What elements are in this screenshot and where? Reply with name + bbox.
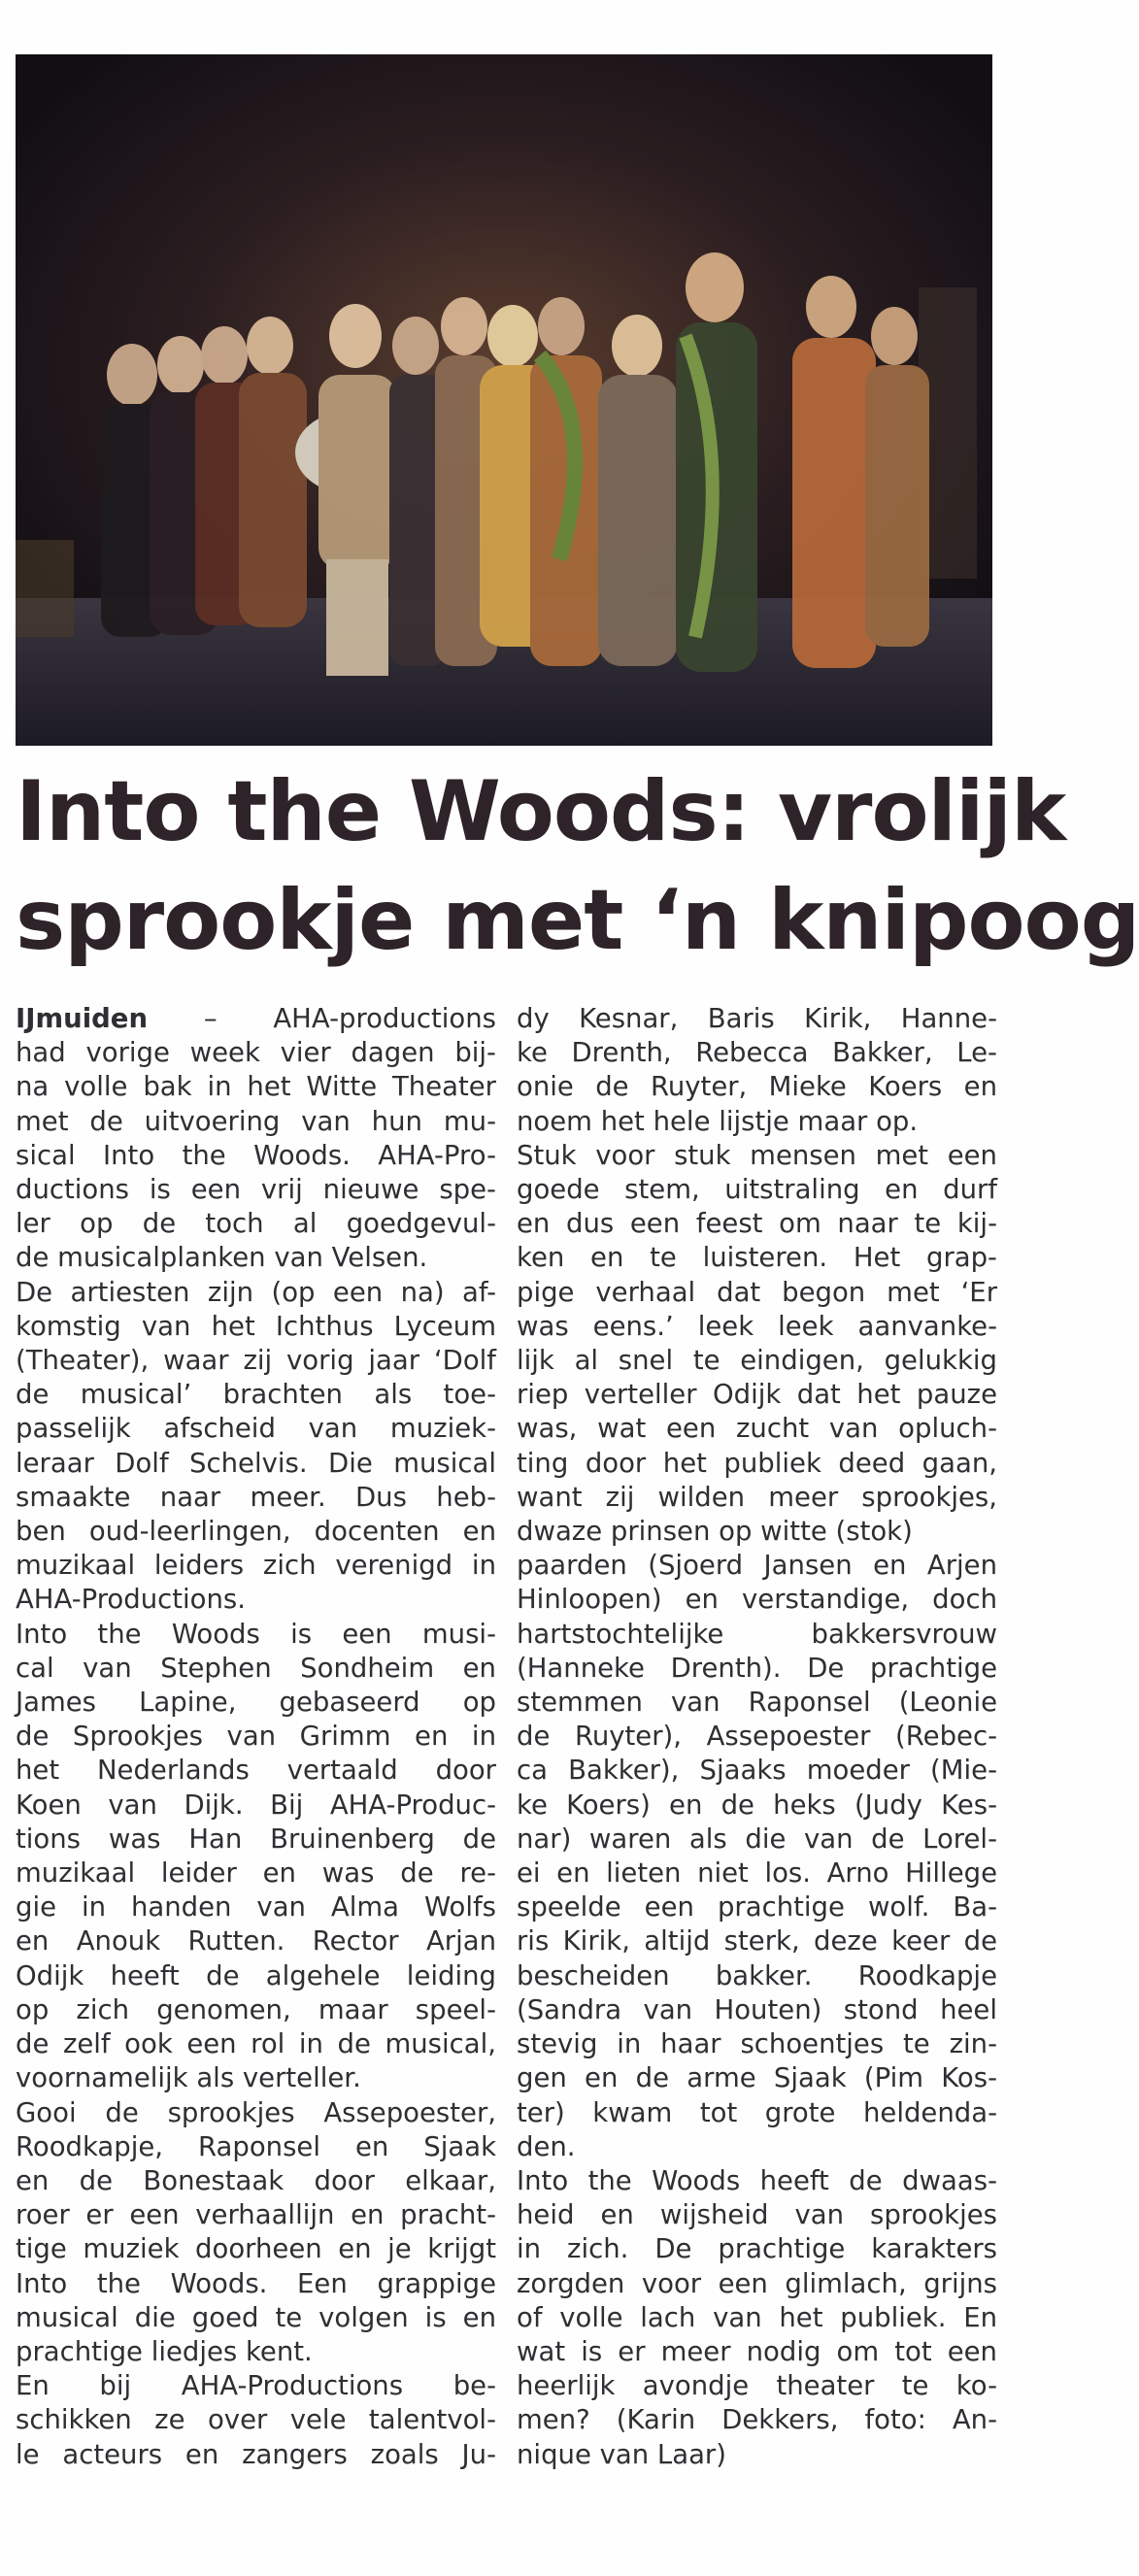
body-line: ca Bakker), Sjaaks moeder (Mie- xyxy=(517,1755,997,1787)
body-line: men? (Karin Dekkers, foto: An- xyxy=(517,2404,997,2436)
body-line: ler op de toch al goedgevul- xyxy=(16,1208,496,1240)
body-line: tions was Han Bruinenberg de xyxy=(16,1823,496,1855)
body-line: na volle bak in het Witte Theater xyxy=(16,1071,496,1103)
body-line: paarden (Sjoerd Jansen en Arjen xyxy=(517,1550,997,1582)
body-line: ting door het publiek deed gaan, xyxy=(517,1447,997,1479)
body-line: ke Koers) en de heks (Judy Kes- xyxy=(517,1789,997,1821)
body-line: ductions is een vrij nieuwe spe- xyxy=(16,1174,496,1206)
body-line: en Anouk Rutten. Rector Arjan xyxy=(16,1925,496,1957)
body-line: AHA-Productions. xyxy=(16,1584,246,1616)
body-line: Roodkapje, Raponsel en Sjaak xyxy=(16,2130,496,2162)
body-line: de zelf ook een rol in de musical, xyxy=(16,2028,496,2060)
body-line: De artiesten zijn (op een na) af- xyxy=(16,1276,496,1308)
body-line: goede stem, uitstraling en durf xyxy=(517,1174,997,1206)
body-line: dwaze prinsen op witte (stok) xyxy=(517,1516,913,1548)
body-line: prachtige liedjes kent. xyxy=(16,2335,313,2367)
body-line: (Sandra van Houten) stond heel xyxy=(517,1993,997,2025)
body-line: Gooi de sprookjes Assepoester, xyxy=(16,2096,496,2128)
body-line: onie de Ruyter, Mieke Koers en xyxy=(517,1071,997,1103)
body-line: passelijk afscheid van muziek- xyxy=(16,1413,496,1445)
body-line: en de Bonestaak door elkaar, xyxy=(16,2164,496,2196)
body-line: de musical’ brachten als toe- xyxy=(16,1379,496,1411)
body-line: dy Kesnar, Baris Kirik, Hanne- xyxy=(517,1003,997,1034)
body-line: wat is er meer nodig om tot een xyxy=(517,2335,997,2367)
body-line: in zich. De prachtige karakters xyxy=(517,2233,997,2265)
body-line: sical Into the Woods. AHA-Pro- xyxy=(16,1139,496,1171)
body-line: was, wat een zucht van opluch- xyxy=(517,1413,997,1445)
body-line: Into the Woods. Een grappige xyxy=(16,2267,496,2299)
body-line: Hinloopen) en verstandige, doch xyxy=(517,1584,997,1616)
body-line: voornamelijk als verteller. xyxy=(16,2062,361,2094)
body-line: heid en wijsheid van sprookjes xyxy=(517,2199,997,2231)
body-line: (Hanneke Drenth). De prachtige xyxy=(517,1652,997,1684)
body-line: roer er een verhaallijn en pracht- xyxy=(16,2199,496,2231)
body-line: hartstochtelijke bakkersvrouw xyxy=(517,1618,997,1650)
article-column-right xyxy=(517,1002,997,2472)
body-line: ke Drenth, Rebecca Bakker, Le- xyxy=(517,1037,997,1069)
body-line: de Sprookjes van Grimm en in xyxy=(16,1721,496,1753)
body-line: komstig van het Ichthus Lyceum xyxy=(16,1310,496,1342)
body-line: En bij AHA-Productions be- xyxy=(16,2370,496,2402)
body-line: het Nederlands vertaald door xyxy=(16,1755,496,1787)
body-line: musical die goed te volgen is en xyxy=(16,2301,496,2333)
body-line: Into the Woods is een musi- xyxy=(16,1618,496,1650)
body-line: speelde een prachtige wolf. Ba- xyxy=(517,1891,997,1924)
body-line: heerlijk avondje theater te ko- xyxy=(517,2370,997,2402)
body-line: ben oud-leerlingen, docenten en xyxy=(16,1516,496,1548)
body-line: den. xyxy=(517,2130,576,2162)
body-line: gen en de arme Sjaak (Pim Kos- xyxy=(517,2062,997,2094)
body-line: Odijk heeft de algehele leiding xyxy=(16,1959,496,1991)
body-line: James Lapine, gebaseerd op xyxy=(16,1687,496,1719)
body-line: le acteurs en zangers zoals Ju- xyxy=(16,2438,496,2470)
body-line: (Theater), waar zij vorig jaar ‘Dolf xyxy=(16,1345,496,1377)
body-line: bescheiden bakker. Roodkapje xyxy=(517,1959,997,1991)
body-line: muzikaal leider en was de re- xyxy=(16,1857,496,1890)
body-line: lijk al snel te eindigen, gelukkig xyxy=(517,1345,997,1377)
dateline: IJmuiden xyxy=(16,1003,149,1034)
body-line: noem het hele lijstje maar op. xyxy=(517,1105,919,1137)
body-line: met de uitvoering van hun mu- xyxy=(16,1105,496,1137)
body-line: of volle lach van het publiek. En xyxy=(517,2301,997,2333)
headline-line-1: Into the Woods: vrolijk xyxy=(16,763,1066,860)
body-line: cal van Stephen Sondheim en xyxy=(16,1652,496,1684)
first-line-text: – AHA-productions xyxy=(148,1003,496,1034)
body-line: muzikaal leiders zich verenigd in xyxy=(16,1550,496,1582)
body-line: tige muziek doorheen en je krijgt xyxy=(16,2233,496,2265)
body-line xyxy=(16,1002,496,1036)
article-photo xyxy=(16,54,992,746)
body-line: ei en lieten niet los. Arno Hillege xyxy=(517,1857,997,1890)
body-line: de musicalplanken van Velsen. xyxy=(16,1242,428,1274)
body-line: nique van Laar) xyxy=(517,2438,726,2470)
body-line: de Ruyter), Assepoester (Rebec- xyxy=(517,1721,997,1753)
body-line: schikken ze over vele talentvol- xyxy=(16,2404,496,2436)
headline-line-2: sprookje met ‘n knipoog xyxy=(16,872,1139,969)
body-line: smaakte naar meer. Dus heb- xyxy=(16,1481,496,1513)
body-line: ken en te luisteren. Het grap- xyxy=(517,1242,997,1274)
body-line: had vorige week vier dagen bij- xyxy=(16,1037,496,1069)
body-line: was eens.’ leek leek aanvanke- xyxy=(517,1310,997,1342)
body-line: ter) kwam tot grote heldenda- xyxy=(517,2096,997,2128)
body-line: nar) waren als die van de Lorel- xyxy=(517,1823,997,1855)
body-line: Into the Woods heeft de dwaas- xyxy=(517,2164,997,2196)
stage-photo-illustration xyxy=(16,54,992,746)
body-line: stevig in haar schoentjes te zin- xyxy=(517,2028,997,2060)
body-line: want zij wilden meer sprookjes, xyxy=(517,1481,997,1513)
body-line: Stuk voor stuk mensen met een xyxy=(517,1139,997,1171)
body-line: zorgden voor een glimlach, grijns xyxy=(517,2267,997,2299)
body-line: pige verhaal dat begon met ‘Er xyxy=(517,1276,997,1308)
body-line: gie in handen van Alma Wolfs xyxy=(16,1891,496,1924)
body-line: ris Kirik, altijd sterk, deze keer de xyxy=(517,1925,997,1957)
body-line: en dus een feest om naar te kij- xyxy=(517,1208,997,1240)
article-column-left xyxy=(16,1002,496,2472)
body-line: stemmen van Raponsel (Leonie xyxy=(517,1687,997,1719)
body-line: Koen van Dijk. Bij AHA-Produc- xyxy=(16,1789,496,1821)
body-line: leraar Dolf Schelvis. Die musical xyxy=(16,1447,496,1479)
article-headline xyxy=(16,757,1139,975)
body-line: op zich genomen, maar speel- xyxy=(16,1993,496,2025)
body-line: riep verteller Odijk dat het pauze xyxy=(517,1379,997,1411)
